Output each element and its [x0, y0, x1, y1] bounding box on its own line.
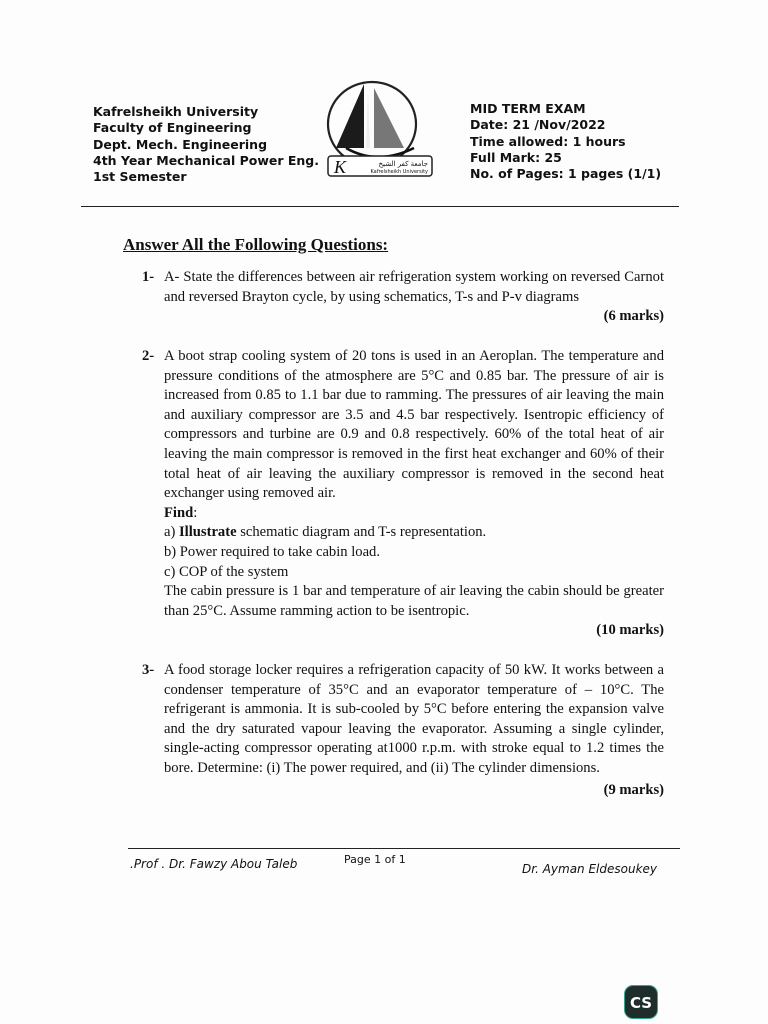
find-label: Find: [164, 504, 194, 521]
page-number: Page 1 of 1: [344, 853, 406, 866]
left-signature: .Prof . Dr. Fawzy Abou Taleb: [130, 857, 298, 871]
find-item-c: c) COP of the system: [164, 563, 289, 580]
question-1: [142, 268, 664, 327]
question-marks: (6 marks): [603, 308, 664, 325]
question-marks: (10 marks): [596, 622, 664, 639]
question-number: 1-: [142, 269, 155, 285]
year-program: 4th Year Mechanical Power Eng.: [93, 152, 320, 168]
item-a-prefix: a): [164, 524, 179, 541]
section-title: Answer All the Following Questions:: [123, 235, 389, 254]
question-closing: The cabin pressure is 1 bar and temperature of air leaving the cabin should be greater than 25°C. Assume ramming action to be isentropic.: [164, 583, 664, 619]
question-number: 3-: [142, 662, 155, 678]
find-heading: [164, 504, 664, 524]
header-divider: [81, 206, 679, 207]
question-3: [142, 661, 664, 800]
exam-type: MID TERM EXAM: [470, 101, 586, 116]
camscanner-badge-icon: CS: [624, 985, 658, 1019]
time-allowed: Time allowed: 1 hours: [470, 133, 626, 149]
department-name: Dept. Mech. Engineering: [93, 136, 268, 152]
question-marks: (9 marks): [603, 781, 664, 798]
university-info: [93, 104, 319, 185]
university-name: Kafrelsheikh University: [93, 104, 259, 119]
full-mark: Full Mark: 25: [470, 149, 562, 165]
semester: 1st Semester: [93, 169, 187, 185]
logo-arabic-text: جامعة كفر الشيخ: [378, 160, 428, 168]
question-text: A- State the differences between air refrigeration system working on reversed Carnot and reversed Brayton cycle, by using schematics, T-s and P-v diagrams: [164, 269, 664, 305]
footer-divider: [128, 848, 680, 849]
find-colon: :: [193, 504, 198, 521]
find-item-b: b) Power required to take cabin load.: [164, 543, 380, 560]
university-logo: [322, 78, 434, 184]
item-a-bold: Illustrate: [179, 524, 237, 541]
question-text: A boot strap cooling system of 20 tons is used in an Aeroplan. The temperature and pressure conditions of the atmosphere are 5°C and 0.85 bar. The pressure of air is increased from 0.85 to 1.1 bar due to ramming. The pressures of air leaving the main and auxiliary compressor are 3.5 and 4.5 bar respectively. Isentropic efficiency of compressors and turbine are 0.9 and 0.8 respectively. 60% of the total heat of air leaving the main compressor is removed in the first heat exchanger and 60% of their total heat of air leaving the auxiliary compressor is removed in the second heat exchanger using removed air.: [164, 348, 664, 502]
page-count: No. of Pages: 1 pages (1/1): [470, 166, 662, 182]
logo-caption: Kafrelsheikh University: [370, 169, 428, 175]
exam-date: Date: 21 /Nov/2022: [470, 117, 606, 133]
question-2: [142, 347, 664, 641]
question-text: A food storage locker requires a refrigeration capacity of 50 kW. It works between a condenser temperature of 35°C and an evaporator temperature of – 10°C. The refrigerant is ammonia. It is sub-cooled by 5°C before entering the expansion valve and the dry saturated vapour leaving the evaporator. Assuming a single cylinder, single-acting compressor operating at1000 r.p.m. with stroke equal to 1.2 times the bore. Determine: (i) The power required, and (ii) The cylinder dimensions.: [164, 662, 664, 776]
question-number: 2-: [142, 348, 155, 364]
logo-letter: K: [334, 157, 347, 177]
right-signature: Dr. Ayman Eldesoukey: [522, 862, 658, 876]
faculty-name: Faculty of Engineering: [93, 120, 252, 136]
exam-info: [470, 101, 661, 182]
item-a-rest: schematic diagram and T-s representation.: [236, 524, 487, 541]
find-item-a: [164, 523, 664, 543]
